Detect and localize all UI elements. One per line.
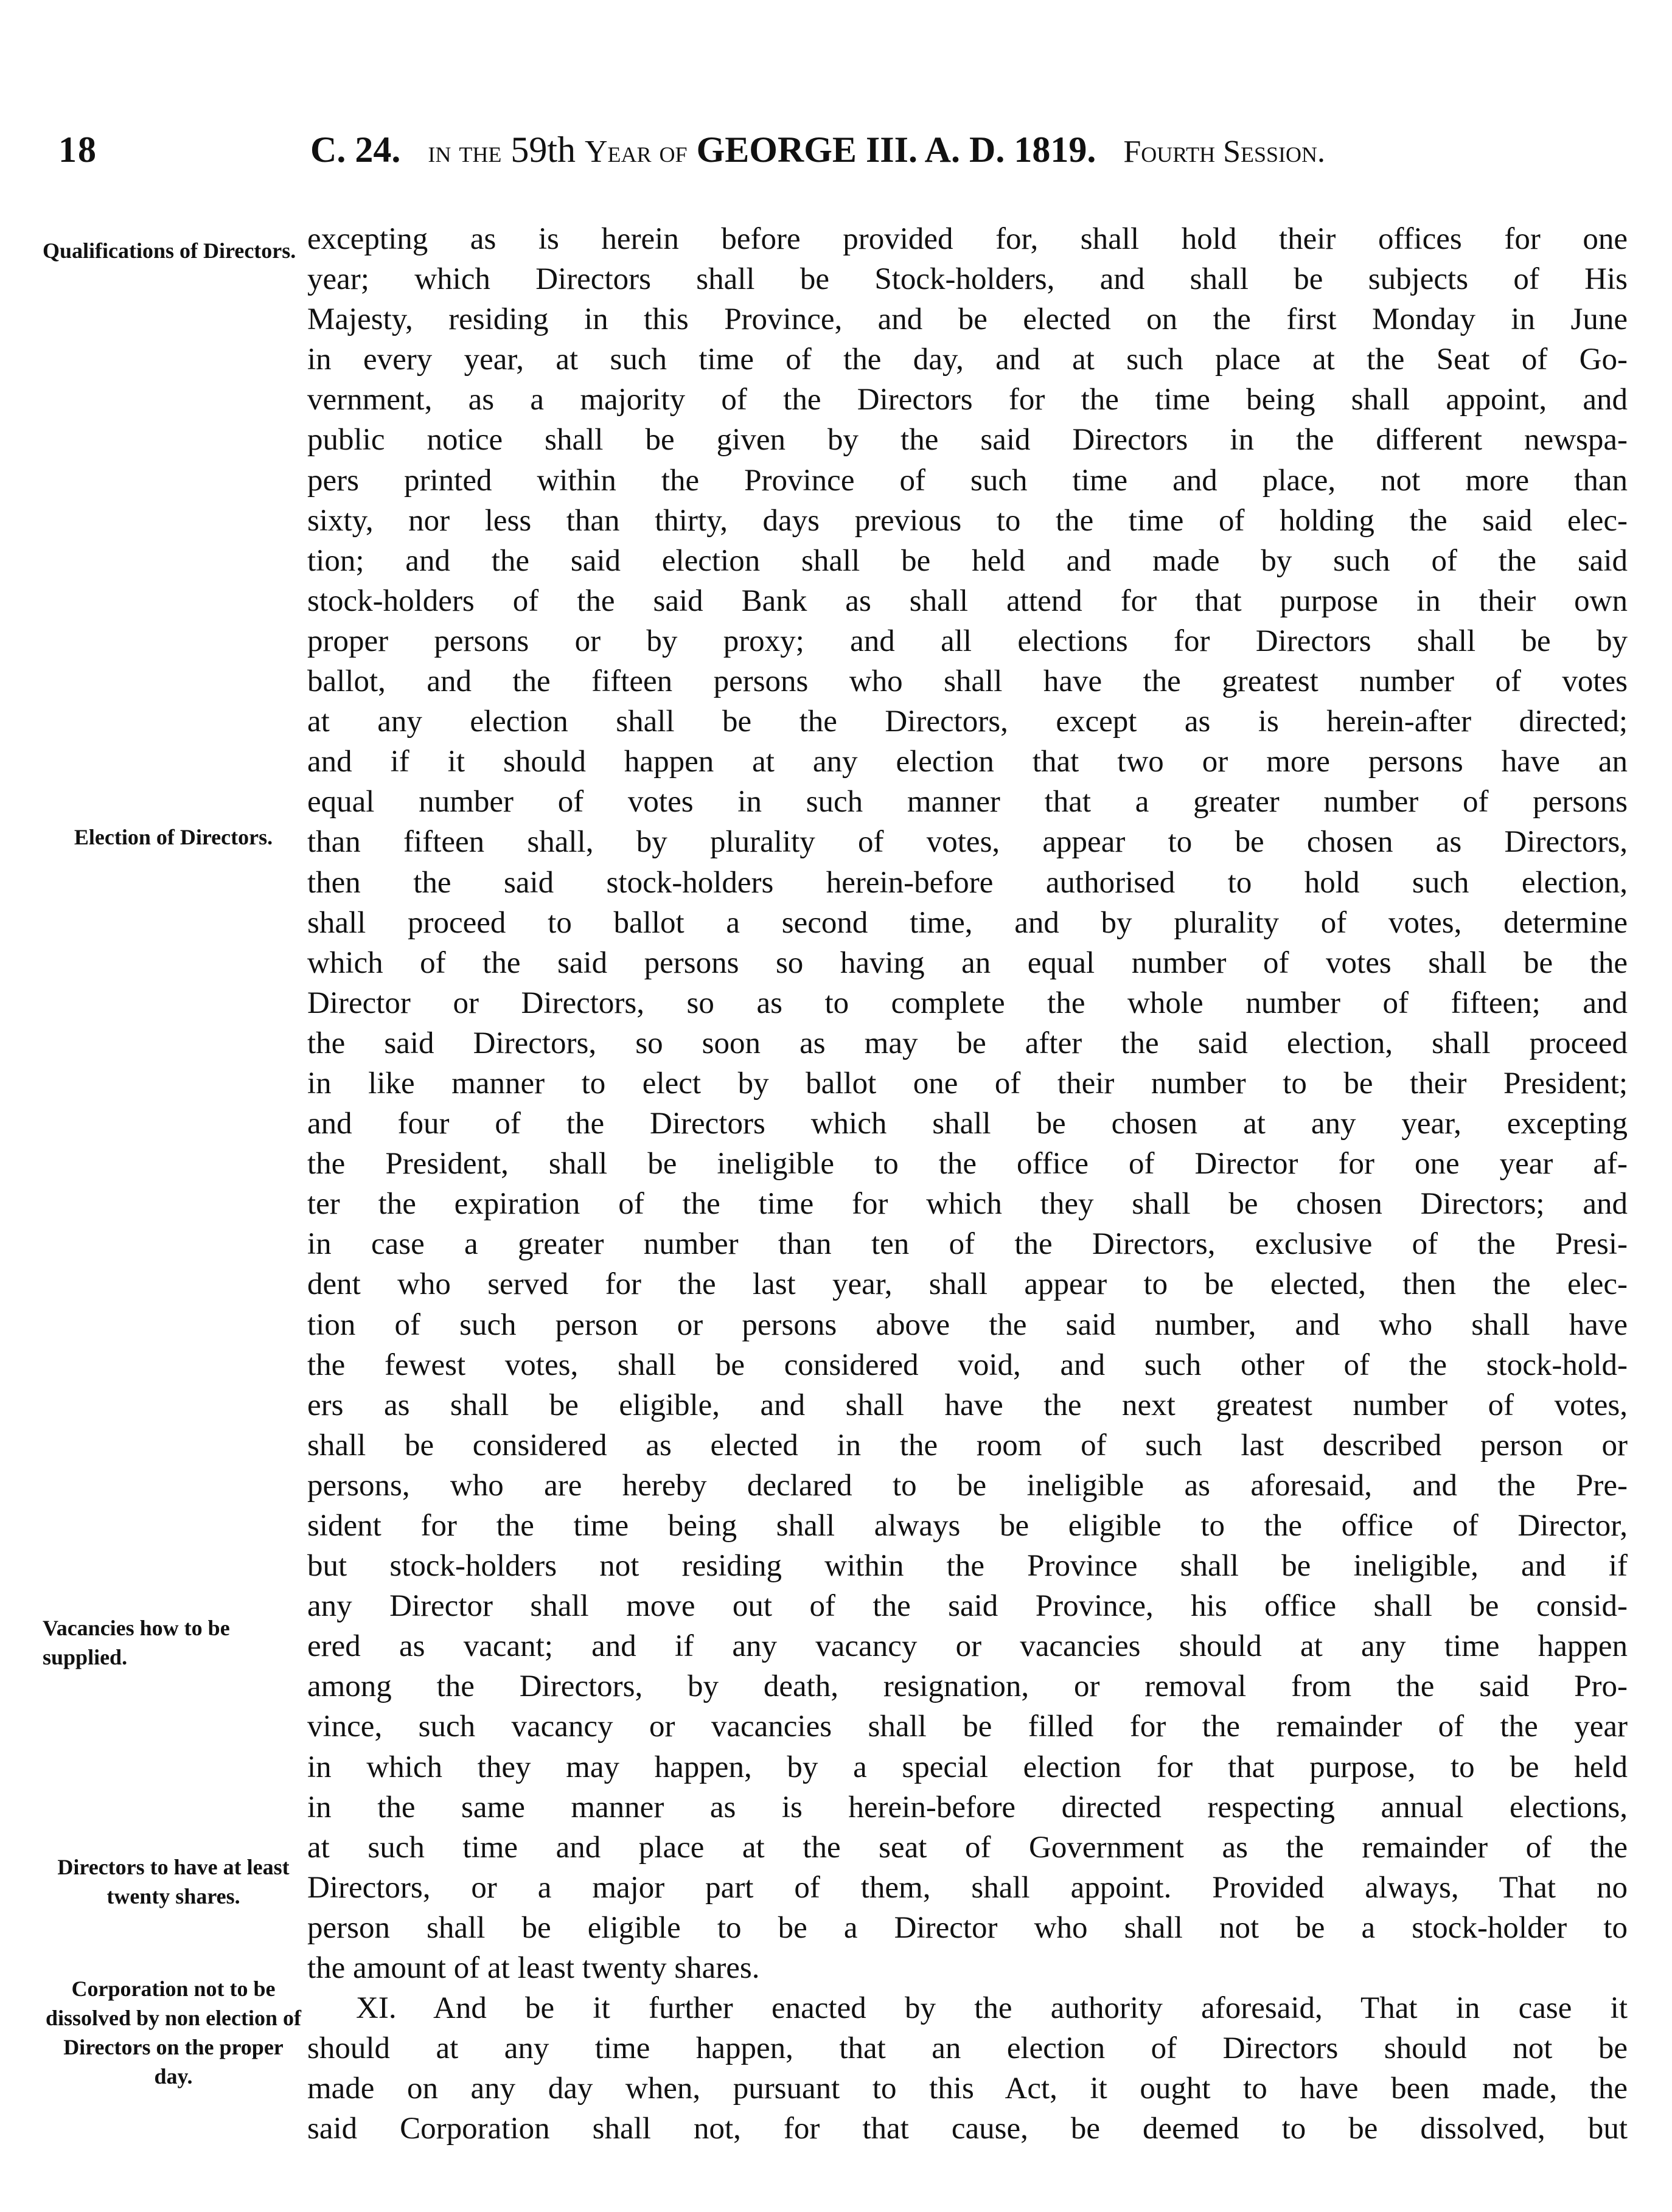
body-line: in case a greater number than ten of the Directors, exclusive of the Presi- [307, 1227, 1628, 1262]
body-line: in every year, at such time of the day, and at such place at the Seat of Go- [307, 343, 1628, 377]
body-line: vernment, as a majority of the Directors for the time being shall appoint, and [307, 383, 1628, 417]
body-line: shall be considered as elected in the room of such last described person or [307, 1428, 1628, 1462]
body-line: sident for the time being shall always be eligible to the office of Director, [307, 1509, 1628, 1543]
reign-year: 59th [510, 130, 576, 170]
body-line: shall proceed to ballot a second time, and by plurality of votes, determine [307, 905, 1628, 940]
monarch-date: GEORGE III. A. D. 1819. [696, 130, 1096, 170]
body-line: then the said stock-holders herein-before authorised to hold such election, [307, 865, 1628, 900]
running-head [310, 129, 1618, 171]
page-number: 18 [58, 130, 97, 170]
in-the-text: in the [428, 134, 502, 169]
body-line: said Corporation shall not, for that cause, be deemed to be dissolved, but [307, 2112, 1628, 2146]
body-line: which of the said persons so having an equal number of votes shall be the [307, 945, 1628, 980]
body-line: ter the expiration of the time for which they shall be chosen Directors; and [307, 1187, 1628, 1222]
body-line: excepting as is herein before provided for, shall hold their offices for one [307, 222, 1628, 256]
body-line: year; which Directors shall be Stock-holders, and shall be subjects of His [307, 262, 1628, 297]
body-line: in like manner to elect by ballot one of their number to be their President; [307, 1066, 1628, 1101]
body-line: in the same manner as is herein-before directed respecting annual elections, [307, 1790, 1628, 1824]
body-line: ered as vacant; and if any vacancy or vacancies should at any time happen [307, 1629, 1628, 1664]
body-line: ers as shall be eligible, and shall have the next greatest number of votes, [307, 1388, 1628, 1422]
body-line: person shall be eligible to be a Director who shall not be a stock-holder to [307, 1910, 1628, 1945]
body-line: equal number of votes in such manner that a greater number of persons [307, 785, 1628, 819]
body-line: tion; and the said election shall be held and made by such of the said [307, 543, 1628, 578]
marginal-note-corporation: Corporation not to be dissolved by non election of Directors on the proper day. [45, 1977, 302, 2089]
body-line: should at any time happen, that an election of Directors should not be [307, 2031, 1628, 2066]
chapter-number: C. 24. [310, 130, 401, 170]
body-line: than fifteen shall, by plurality of votes, appear to be chosen as Directors, [307, 825, 1628, 860]
body-line: Director or Directors, so as to complete the whole number of fifteen; and [307, 986, 1628, 1020]
body-line: in which they may happen, by a special election for that purpose, to be held [307, 1750, 1628, 1784]
marginal-note-twenty-shares: Directors to have at least twenty shares. [57, 1855, 290, 1908]
body-line: pers printed within the Province of such time and place, not more than [307, 463, 1628, 498]
body-line: but stock-holders not residing within the Province shall be ineligible, and if [307, 1549, 1628, 1584]
body-line: stock-holders of the said Bank as shall attend for that purpose in their own [307, 583, 1628, 618]
body-line: at such time and place at the seat of Government as the remainder of the [307, 1830, 1628, 1865]
body-line: Directors, or a major part of them, shall appoint. Provided always, That no [307, 1870, 1628, 1905]
body-line: dent who served for the last year, shall appear to be elected, then the elec- [307, 1267, 1628, 1302]
body-line: the President, shall be ineligible to the office of Director for one year af- [307, 1147, 1628, 1181]
body-line: made on any day when, pursuant to this Act, it ought to have been made, the [307, 2071, 1628, 2106]
body-line: proper persons or by proxy; and all elections for Directors shall be by [307, 624, 1628, 658]
body-line: among the Directors, by death, resignation, or removal from the said Pro- [307, 1669, 1628, 1704]
body-line: and if it should happen at any election that two or more persons have an [307, 745, 1628, 779]
marginal-note-qualifications: Qualifications of Directors. [43, 238, 296, 263]
marginal-note-vacancies: Vacancies how to be supplied. [43, 1616, 230, 1669]
body-line: Majesty, residing in this Province, and be elected on the first Monday in June [307, 302, 1628, 337]
body-line: vince, such vacancy or vacancies shall be filled for the remainder of the year [307, 1709, 1628, 1744]
marginal-note-election: Election of Directors. [74, 825, 273, 849]
body-line: at any election shall be the Directors, except as is herein-after directed; [307, 704, 1628, 739]
body-line: any Director shall move out of the said Province, his office shall be consid- [307, 1589, 1628, 1624]
body-line: the fewest votes, shall be considered void, and such other of the stock-hold- [307, 1348, 1628, 1382]
session-label: Fourth Session. [1123, 134, 1326, 169]
body-line: and four of the Directors which shall be chosen at any year, excepting [307, 1107, 1628, 1141]
section-xi-line: XI. And be it further enacted by the authority aforesaid, That in case it [356, 1991, 1628, 2026]
body-line: ballot, and the fifteen persons who shall have the greatest number of votes [307, 664, 1628, 699]
body-line: tion of such person or persons above the said number, and who shall have [307, 1307, 1628, 1342]
body-line: sixty, nor less than thirty, days previous to the time of holding the said elec- [307, 503, 1628, 538]
body-line: the amount of at least twenty shares. [307, 1951, 760, 1986]
body-text [307, 219, 1628, 2149]
body-line: persons, who are hereby declared to be ineligible as aforesaid, and the Pre- [307, 1468, 1628, 1503]
body-line: the said Directors, so soon as may be after the said election, shall proceed [307, 1026, 1628, 1060]
body-line: public notice shall be given by the said Directors in the different newspa- [307, 423, 1628, 457]
year-of-text: Year of [584, 134, 688, 169]
